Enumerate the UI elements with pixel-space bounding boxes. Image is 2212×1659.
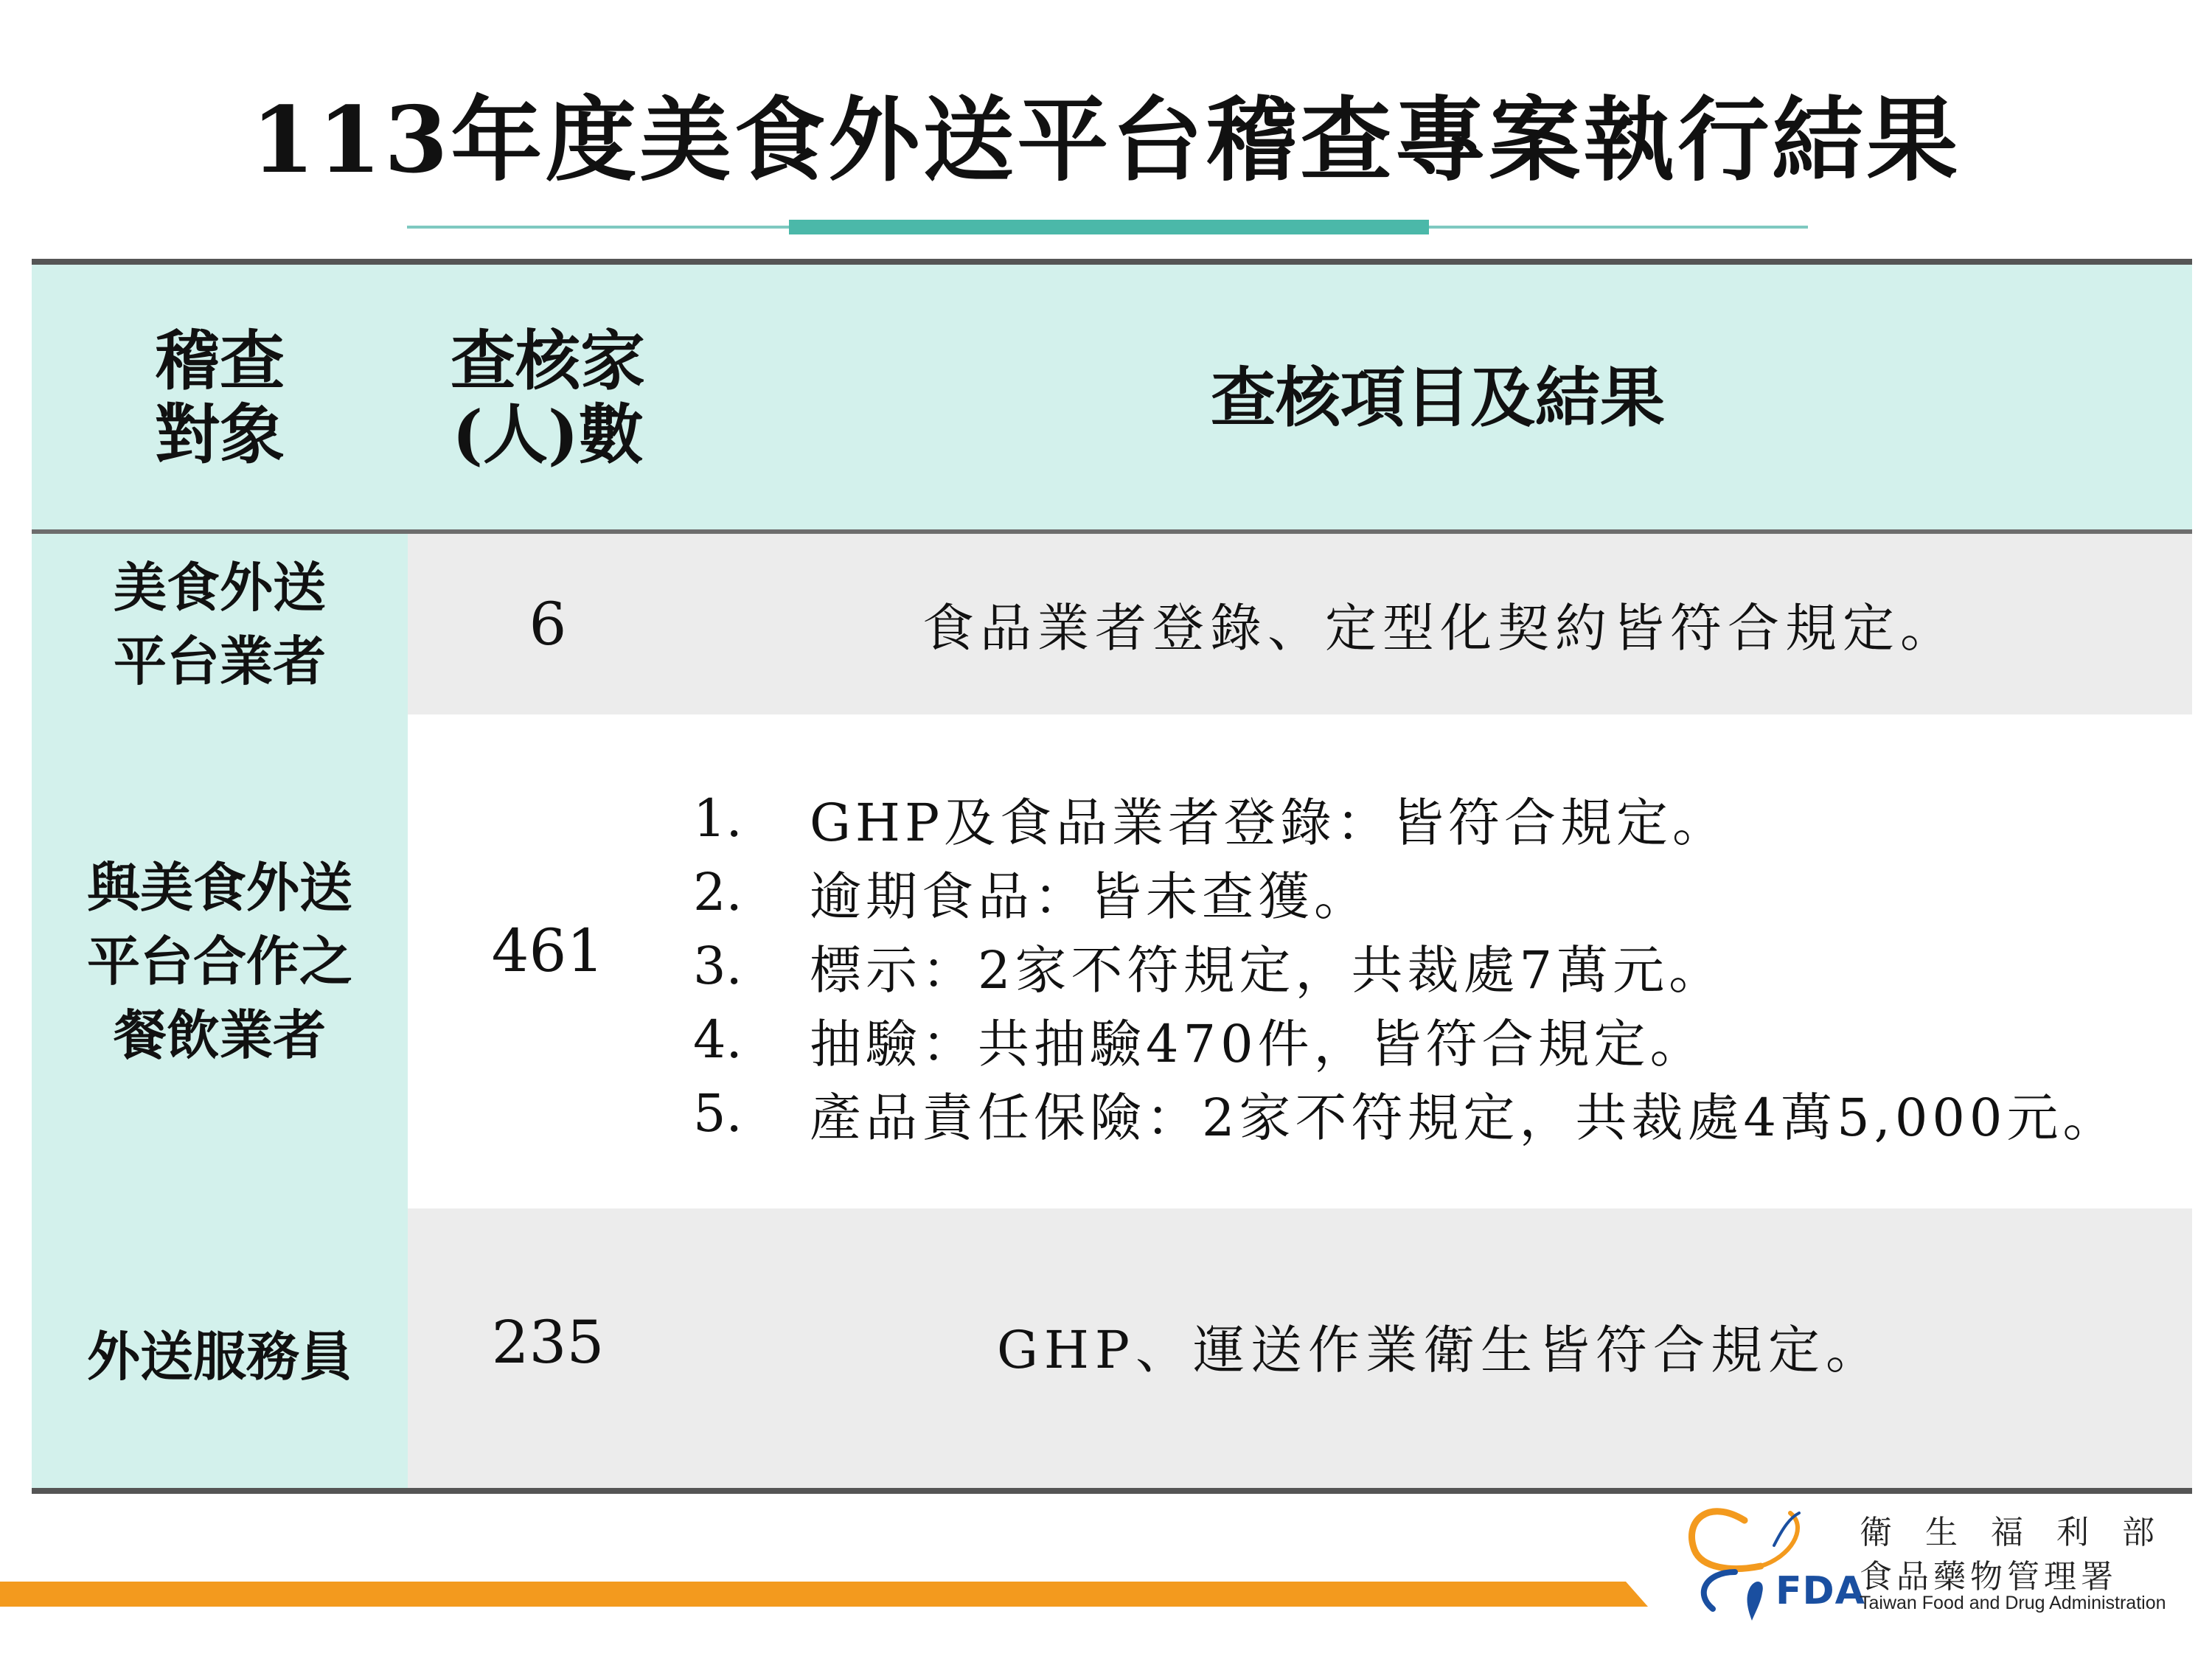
row-result: 食品業者登錄、定型化契約皆符合規定。 — [922, 598, 1958, 658]
list-item-number: 2. — [693, 862, 742, 922]
org-char: 衛 — [1860, 1514, 1892, 1551]
table-top-border — [32, 259, 2192, 265]
list-item-number: 3. — [693, 936, 742, 996]
list-item-number: 4. — [693, 1009, 742, 1070]
header-count: 查核家 (人)數 — [450, 321, 645, 473]
row-target: 與美食外送 平台合作之 餐飲業者 — [86, 856, 352, 1066]
header-result: 查核項目及結果 — [1210, 358, 1665, 436]
title-underline-accent — [789, 220, 1429, 234]
list-item-text: GHP及食品業者登錄：皆符合規定。 — [810, 792, 1729, 853]
page-title: 113年度美食外送平台稽查專案執行結果 — [251, 87, 1961, 194]
list-item-text: 產品責任保險：2家不符規定，共裁處4萬5,000元。 — [810, 1087, 2119, 1148]
table-bottom-border — [32, 1488, 2192, 1494]
list-item — [693, 782, 2197, 855]
org-name-english: Taiwan Food and Drug Administration — [1860, 1593, 2166, 1613]
footer-orange-bar — [0, 1582, 1648, 1607]
org-char: 生 — [1925, 1514, 1958, 1551]
org-name-line2: 食品藥物管理署 — [1860, 1558, 2118, 1596]
list-item-text: 標示：2家不符規定，共裁處7萬元。 — [810, 939, 1725, 1001]
list-item-number: 1. — [693, 788, 742, 849]
row-count: 235 — [491, 1307, 605, 1377]
results-list — [693, 782, 2197, 1150]
list-item — [693, 1003, 2197, 1077]
org-char: 部 — [2122, 1514, 2154, 1551]
row-target: 美食外送 平台業者 — [113, 555, 326, 692]
row-count: 6 — [529, 590, 567, 658]
header-target: 稽查 對象 — [154, 321, 285, 473]
org-name-line1 — [1860, 1506, 2154, 1553]
list-item — [693, 855, 2197, 929]
row-target: 外送服務員 — [86, 1325, 352, 1388]
list-item-number: 5. — [693, 1083, 742, 1144]
list-item — [693, 1077, 2197, 1150]
list-item — [693, 929, 2197, 1003]
list-item-text: 抽驗：共抽驗470件，皆符合規定。 — [810, 1013, 1706, 1074]
list-item-text: 逾期食品：皆未查獲。 — [810, 866, 1370, 927]
org-char: 利 — [2056, 1514, 2089, 1551]
org-char: 福 — [1991, 1514, 2023, 1551]
row-result: GHP、運送作業衛生皆符合規定。 — [996, 1319, 1884, 1380]
fda-logo-text: FDA — [1775, 1569, 1865, 1613]
row-count: 461 — [491, 916, 605, 985]
